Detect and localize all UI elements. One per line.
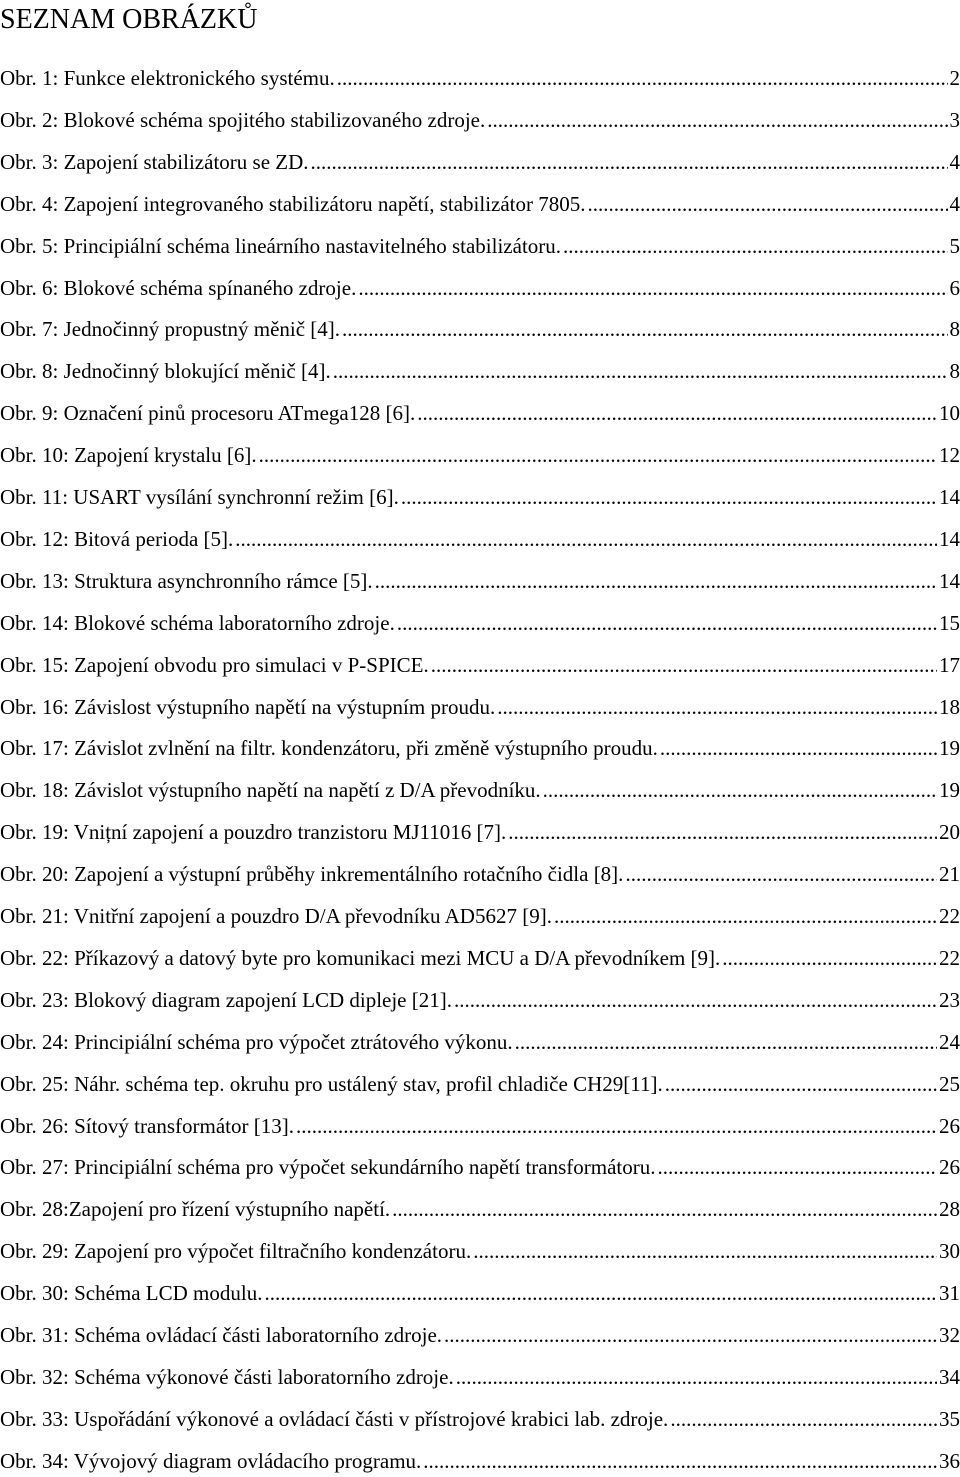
toc-entry[interactable] xyxy=(0,898,960,930)
toc-dot-leader xyxy=(401,483,937,511)
toc-entry-label: Obr. 13: Struktura asynchronního rámce [5]. xyxy=(0,568,373,593)
toc-entry-label: Obr. 21: Vnitřní zapojení a pouzdro D/A převodníku AD5627 [9]. xyxy=(0,904,552,928)
toc-entry-page-number: 8 xyxy=(949,317,960,342)
toc-entry[interactable] xyxy=(0,311,960,343)
toc-dot-leader xyxy=(264,1279,937,1307)
toc-entry-label: Obr. 26: Sítový transformátor [13]. xyxy=(0,1113,294,1138)
toc-entry-page-number: 19 xyxy=(939,736,960,761)
toc-entry-page-number: 34 xyxy=(939,1364,960,1389)
toc-entry-label: Obr. 24: Principiální schéma pro výpočet ztrátového výkonu. xyxy=(0,1029,513,1054)
toc-entry[interactable] xyxy=(0,1359,960,1391)
toc-dot-leader xyxy=(456,1363,937,1391)
toc-entry-page-number: 4 xyxy=(949,149,960,174)
toc-dot-leader xyxy=(497,693,937,721)
toc-entry[interactable] xyxy=(0,1443,960,1475)
toc-entry-page-number: 26 xyxy=(939,1155,960,1180)
toc-dot-leader xyxy=(473,1237,937,1265)
toc-entry-label: Obr. 10: Zapojení krystalu [6]. xyxy=(0,443,257,468)
toc-dot-leader xyxy=(311,148,948,176)
toc-entry-label: Obr. 5: Principiální schéma lineárního nastavitelného stabilizátoru. xyxy=(0,233,562,258)
toc-entry-label: Obr. 34: Vývojový diagram ovládacího programu. xyxy=(0,1448,422,1473)
toc-dot-leader xyxy=(625,860,937,888)
toc-dot-leader xyxy=(665,1070,937,1098)
toc-dot-leader xyxy=(508,818,937,846)
toc-entry-page-number: 3 xyxy=(949,107,960,132)
toc-entry-label: Obr. 18: Závislot výstupního napětí na napětí z D/A převodníku. xyxy=(0,778,541,803)
toc-dot-leader xyxy=(392,1195,937,1223)
toc-entry[interactable] xyxy=(0,60,960,92)
toc-entry-label: Obr. 7: Jednočinný propustný měnič [4]. xyxy=(0,317,341,342)
toc-entry[interactable] xyxy=(0,563,960,595)
toc-entry-page-number: 19 xyxy=(939,778,960,803)
toc-dot-leader xyxy=(431,651,937,679)
toc-entry[interactable] xyxy=(0,689,960,721)
toc-entry-label: Obr. 14: Blokové schéma laboratorního zdroje. xyxy=(0,610,395,635)
toc-entry[interactable] xyxy=(0,647,960,679)
toc-entry-label: Obr. 27: Principiální schéma pro výpočet sekundárního napětí transformátoru. xyxy=(0,1155,656,1180)
toc-dot-leader xyxy=(342,315,947,343)
toc-entry-label: Obr. 2: Blokové schéma spojitého stabilizovaného zdroje. xyxy=(0,107,486,132)
toc-entry[interactable] xyxy=(0,814,960,846)
toc-entry-label: Obr. 31: Schéma ovládací části laboratorního zdroje. xyxy=(0,1323,443,1347)
toc-entry-label: Obr. 33: Uspořádání výkonové a ovládací části v přístrojové krabici lab. zdroje. xyxy=(0,1406,669,1431)
toc-dot-leader xyxy=(660,734,937,762)
toc-entry[interactable] xyxy=(0,1233,960,1265)
toc-entry-page-number: 25 xyxy=(939,1071,960,1096)
toc-dot-leader xyxy=(515,1028,937,1056)
toc-dot-leader xyxy=(588,190,948,218)
toc-entry-page-number: 14 xyxy=(939,526,960,551)
toc-entry-label: Obr. 25: Náhr. schéma tep. okruhu pro ustálený stav, profil chladiče CH29[11]. xyxy=(0,1071,663,1096)
toc-entry[interactable] xyxy=(0,353,960,385)
toc-entry[interactable] xyxy=(0,1066,960,1098)
toc-entry[interactable] xyxy=(0,437,960,469)
toc-dot-leader xyxy=(722,944,937,972)
toc-entry[interactable] xyxy=(0,1191,960,1223)
toc-entry-page-number: 17 xyxy=(939,652,960,677)
toc-entry[interactable] xyxy=(0,270,960,302)
toc-entry-page-number: 6 xyxy=(949,275,960,300)
toc-entry-label: Obr. 17: Závislot zvlnění na filtr. kondenzátoru, při změně výstupního proudu. xyxy=(0,736,658,761)
toc-entry[interactable] xyxy=(0,1317,960,1349)
toc-entry-label: Obr. 9: Označení pinů procesoru ATmega128 [6]. xyxy=(0,401,416,426)
toc-entry-page-number: 4 xyxy=(949,191,960,216)
toc-entry-label: Obr. 1: Funkce elektronického systému. xyxy=(0,66,335,90)
toc-entry-label: Obr. 29: Zapojení pro výpočet filtračního kondenzátoru. xyxy=(0,1239,472,1264)
toc-dot-leader xyxy=(397,609,937,637)
toc-entry-label: Obr. 8: Jednočinný blokující měnič [4]. xyxy=(0,359,331,384)
toc-dot-leader xyxy=(337,64,948,92)
toc-entry-page-number: 8 xyxy=(949,359,960,384)
toc-dot-leader xyxy=(444,1321,937,1349)
toc-entry-page-number: 36 xyxy=(939,1448,960,1473)
toc-entry-label: Obr. 3: Zapojení stabilizátoru se ZD. xyxy=(0,149,309,174)
toc-entry-page-number: 21 xyxy=(939,862,960,887)
toc-entry-label: Obr. 6: Blokové schéma spínaného zdroje. xyxy=(0,275,357,300)
toc-dot-leader xyxy=(423,1447,937,1475)
toc-entry[interactable] xyxy=(0,1108,960,1140)
toc-entry-label: Obr. 15: Zapojení obvodu pro simulaci v P-SPICE. xyxy=(0,652,429,677)
toc-entry[interactable] xyxy=(0,1024,960,1056)
toc-entry-page-number: 10 xyxy=(939,401,960,426)
toc-entry-page-number: 14 xyxy=(939,485,960,509)
toc-entry[interactable] xyxy=(0,521,960,553)
toc-entry-page-number: 12 xyxy=(939,443,960,468)
toc-entry[interactable] xyxy=(0,1149,960,1181)
page-title: SEZNAM OBRÁZKŮ xyxy=(0,4,258,35)
toc-dot-leader xyxy=(333,357,948,385)
toc-dot-leader xyxy=(454,986,937,1014)
toc-dot-leader xyxy=(543,776,937,804)
toc-entry-page-number: 24 xyxy=(939,1029,960,1054)
toc-entry-page-number: 14 xyxy=(939,568,960,593)
toc-entry-page-number: 32 xyxy=(939,1323,960,1347)
toc-dot-leader xyxy=(554,902,937,930)
toc-dot-leader xyxy=(417,399,937,427)
toc-entry-label: Obr. 11: USART vysílání synchronní režim [6]. xyxy=(0,485,399,509)
toc-entry[interactable] xyxy=(0,395,960,427)
toc-entry-label: Obr. 30: Schéma LCD modulu. xyxy=(0,1281,263,1306)
toc-entry[interactable] xyxy=(0,982,960,1014)
toc-entry[interactable] xyxy=(0,772,960,804)
toc-entry-label: Obr. 32: Schéma výkonové části laboratorního zdroje. xyxy=(0,1364,454,1389)
toc-dot-leader xyxy=(375,567,937,595)
toc-entry-label: Obr. 19: Vnițní zapojení a pouzdro tranzistoru MJ11016 [7]. xyxy=(0,820,507,845)
toc-dot-leader xyxy=(658,1153,937,1181)
toc-dot-leader xyxy=(487,106,947,134)
toc-entry-page-number: 15 xyxy=(939,610,960,635)
toc-entry-page-number: 23 xyxy=(939,987,960,1012)
toc-entry[interactable] xyxy=(0,144,960,176)
toc-entry-page-number: 22 xyxy=(939,904,960,928)
toc-entry-label: Obr. 28:Zapojení pro řízení výstupního napětí. xyxy=(0,1197,391,1222)
toc-entry-label: Obr. 16: Závislost výstupního napětí na výstupním proudu. xyxy=(0,694,496,719)
toc-entry-page-number: 2 xyxy=(949,66,960,90)
toc-entry-page-number: 5 xyxy=(949,233,960,258)
toc-entry-label: Obr. 22: Příkazový a datový byte pro komunikaci mezi MCU a D/A převodníkem [9]. xyxy=(0,945,721,970)
toc-entry[interactable] xyxy=(0,940,960,972)
toc-dot-leader xyxy=(259,441,937,469)
toc-entry-page-number: 30 xyxy=(939,1239,960,1264)
toc-dot-leader xyxy=(235,525,937,553)
toc-entry[interactable] xyxy=(0,102,960,134)
toc-entry-label: Obr. 12: Bitová perioda [5]. xyxy=(0,526,234,551)
toc-entry-page-number: 31 xyxy=(939,1281,960,1306)
toc-entry[interactable] xyxy=(0,186,960,218)
toc-entry-page-number: 22 xyxy=(939,945,960,970)
toc-entry-label: Obr. 20: Zapojení a výstupní průběhy inkrementálního rotačního čidla [8]. xyxy=(0,862,624,887)
toc-entry-page-number: 20 xyxy=(939,820,960,845)
toc-entry[interactable] xyxy=(0,1275,960,1307)
toc-entry-label: Obr. 4: Zapojení integrovaného stabilizátoru napětí, stabilizátor 7805. xyxy=(0,191,586,216)
toc-entry-page-number: 28 xyxy=(939,1197,960,1222)
toc-entry[interactable] xyxy=(0,856,960,888)
toc-dot-leader xyxy=(670,1405,937,1433)
toc-entry[interactable] xyxy=(0,605,960,637)
toc-entry[interactable] xyxy=(0,730,960,762)
toc-dot-leader xyxy=(563,232,947,260)
toc-dot-leader xyxy=(296,1112,937,1140)
toc-entry-page-number: 35 xyxy=(939,1406,960,1431)
toc-entry-label: Obr. 23: Blokový diagram zapojení LCD dipleje [21]. xyxy=(0,987,452,1012)
toc-entry[interactable] xyxy=(0,479,960,511)
toc-entry-page-number: 18 xyxy=(939,694,960,719)
toc-dot-leader xyxy=(358,274,947,302)
toc-entry-page-number: 26 xyxy=(939,1113,960,1138)
toc-entry[interactable] xyxy=(0,228,960,260)
toc-entry[interactable] xyxy=(0,1401,960,1433)
